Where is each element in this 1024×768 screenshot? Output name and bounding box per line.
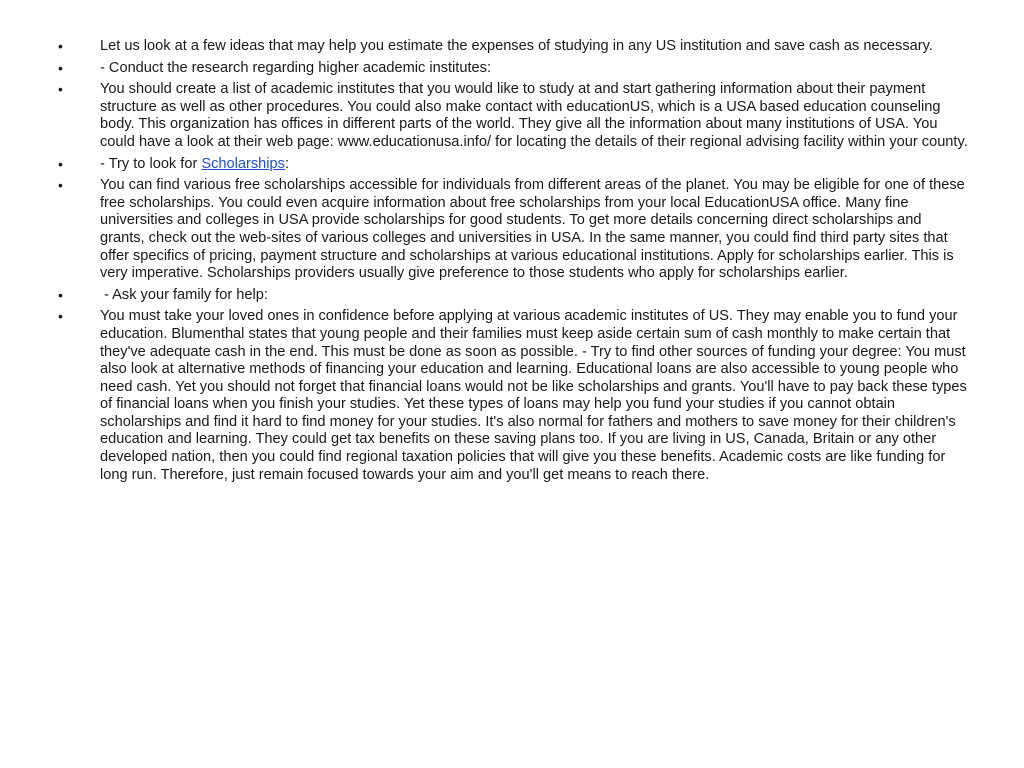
bullet-text-suffix: :: [284, 155, 289, 172]
bullet-item-scholarships-body: [58, 177, 968, 283]
bullet-text-prefix: - Try to look for: [100, 155, 202, 172]
bullet-text: You can find various free scholarships accessible for individuals from different areas of the planet. You may be eligible for one of these free scholarships. You could even acquire information about free scholarships from your local EducationUSA office. Many fine universities and colleges in USA provide scholarships for good students. To get more details concerning direct scholarships and grants, check out the web-sites of various colleges and universities in USA. In the same manner, you could find third party sites that offer specifics of pricing, payment structure and scholarships at various educational institutions. Apply for scholarships earlier. This is very imperative. Scholarships providers usually give preference to those students who apply for scholarships earlier.: [100, 177, 965, 282]
bullet-text: You should create a list of academic institutes that you would like to study at and start gathering information about their payment structure as well as other procedures. You could also make contact with educationUS, which is a USA based education counseling body. This organization has offices in different parts of the world. They give all the information about many institutions of USA. You could have a look at their web page: www.educationusa.info/ for locating the details of their regional advising facility within your county.: [100, 81, 968, 150]
bullet-icon: •: [58, 308, 63, 325]
bullet-icon: •: [58, 38, 63, 54]
bullet-text: - Ask your family for help:: [100, 286, 268, 303]
bullet-item-intro: [58, 38, 968, 56]
bullet-icon: •: [58, 59, 63, 76]
bullet-list: [58, 38, 968, 488]
bullet-item-research-body: [58, 81, 968, 151]
bullet-text: Let us look at a few ideas that may help you estimate the expenses of studying in any US institution and save cash as necessary.: [100, 38, 933, 54]
bullet-icon: •: [58, 177, 63, 194]
bullet-item-family-heading: [58, 287, 968, 305]
bullet-item-scholarships-heading: [58, 156, 968, 174]
bullet-icon: •: [58, 155, 63, 172]
bullet-icon: •: [58, 81, 63, 98]
bullet-text: You must take your loved ones in confidence before applying at various academic institutes of US. They may enable you to fund your education. Blumenthal states that young people and their families must keep aside certain sum of cash monthly to make certain that they've adequate cash in the end. This must be done as soon as possible. - Try to find other sources of funding your degree: You must also look at alternative methods of financing your education and learning. Educational loans are also accessible to young people who need cash. Yet you should not forget that financial loans would not be like scholarships and grants. You'll have to pay back these types of financial loans when you finish your studies. Yet these types of loans may help you fund your studies if you cannot obtain scholarships and find it hard to find money for your studies. It's also normal for fathers and mothers to save money for their children's education and learning. They could get tax benefits on these saving plans too. If you are living in US, Canada, Britain or any other developed nation, then you could find regional taxation policies that will give you these benefits. Academic costs are like funding for long run. Therefore, just remain focused towards your aim and you'll get means to reach there.: [100, 308, 967, 483]
scholarships-link[interactable]: Scholarships: [201, 155, 285, 172]
bullet-icon: •: [58, 286, 63, 303]
bullet-item-family-body: [58, 308, 968, 484]
bullet-item-research-heading: [58, 60, 968, 78]
bullet-text: - Conduct the research regarding higher academic institutes:: [100, 59, 491, 76]
